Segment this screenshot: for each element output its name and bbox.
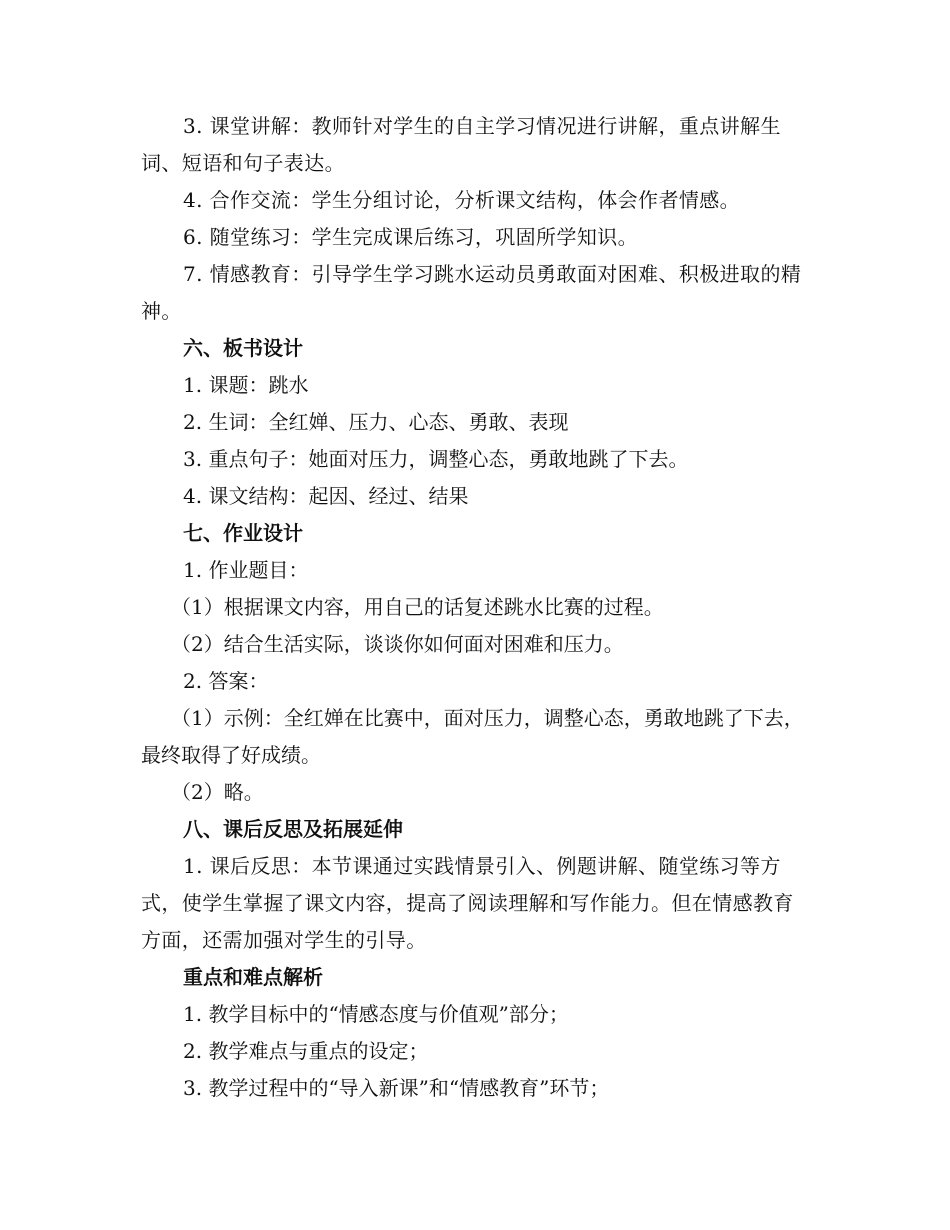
document-body <box>141 108 807 1107</box>
key-point-1: 1. 教学目标中的“情感态度与价值观”部分； <box>183 1002 569 1026</box>
step-7-emotion: 7. 情感教育：引导学生学习跳水运动员勇敢面对困难、积极进取的精神。 <box>141 262 802 323</box>
key-point-3: 3. 教学过程中的“导入新课”和“情感教育”环节； <box>183 1076 610 1100</box>
answer-title: 2. 答案： <box>183 669 269 693</box>
section-8-heading: 八、课后反思及拓展延伸 <box>183 817 403 841</box>
board-item-4: 4. 课文结构：起因、经过、结果 <box>183 484 469 508</box>
homework-question-1: （1）根据课文内容，用自己的话复述跳水比赛的过程。 <box>171 595 664 619</box>
board-item-2: 2. 生词：全红婵、压力、心态、勇敢、表现 <box>183 410 569 434</box>
step-3-lecture: 3. 课堂讲解：教师针对学生的自主学习情况进行讲解，重点讲解生词、短语和句子表达。 <box>141 114 781 175</box>
answer-1: （1）示例：全红婵在比赛中，面对压力，调整心态，勇敢地跳了下去，最终取得了好成绩。 <box>141 706 804 767</box>
step-4-discussion: 4. 合作交流：学生分组讨论，分析课文结构，体会作者情感。 <box>183 188 741 212</box>
reflection-paragraph: 1. 课后反思：本节课通过实践情景引入、例题讲解、随堂练习等方式，使学生掌握了课文内容，提高了阅读理解和写作能力。但在情感教育方面，还需加强对学生的引导。 <box>141 854 794 952</box>
section-7-heading: 七、作业设计 <box>183 521 303 545</box>
key-points-heading: 重点和难点解析 <box>183 965 323 989</box>
homework-question-2: （2）结合生活实际，谈谈你如何面对困难和压力。 <box>171 632 624 656</box>
answer-2: （2）略。 <box>171 780 264 804</box>
section-6-heading: 六、板书设计 <box>183 336 303 360</box>
board-item-1: 1. 课题：跳水 <box>183 373 309 397</box>
homework-title: 1. 作业题目： <box>183 558 309 582</box>
key-point-2: 2. 教学难点与重点的设定； <box>183 1039 429 1063</box>
step-6-practice: 6. 随堂练习：学生完成课后练习，巩固所学知识。 <box>183 225 639 249</box>
board-item-3: 3. 重点句子：她面对压力，调整心态，勇敢地跳了下去。 <box>183 447 689 471</box>
